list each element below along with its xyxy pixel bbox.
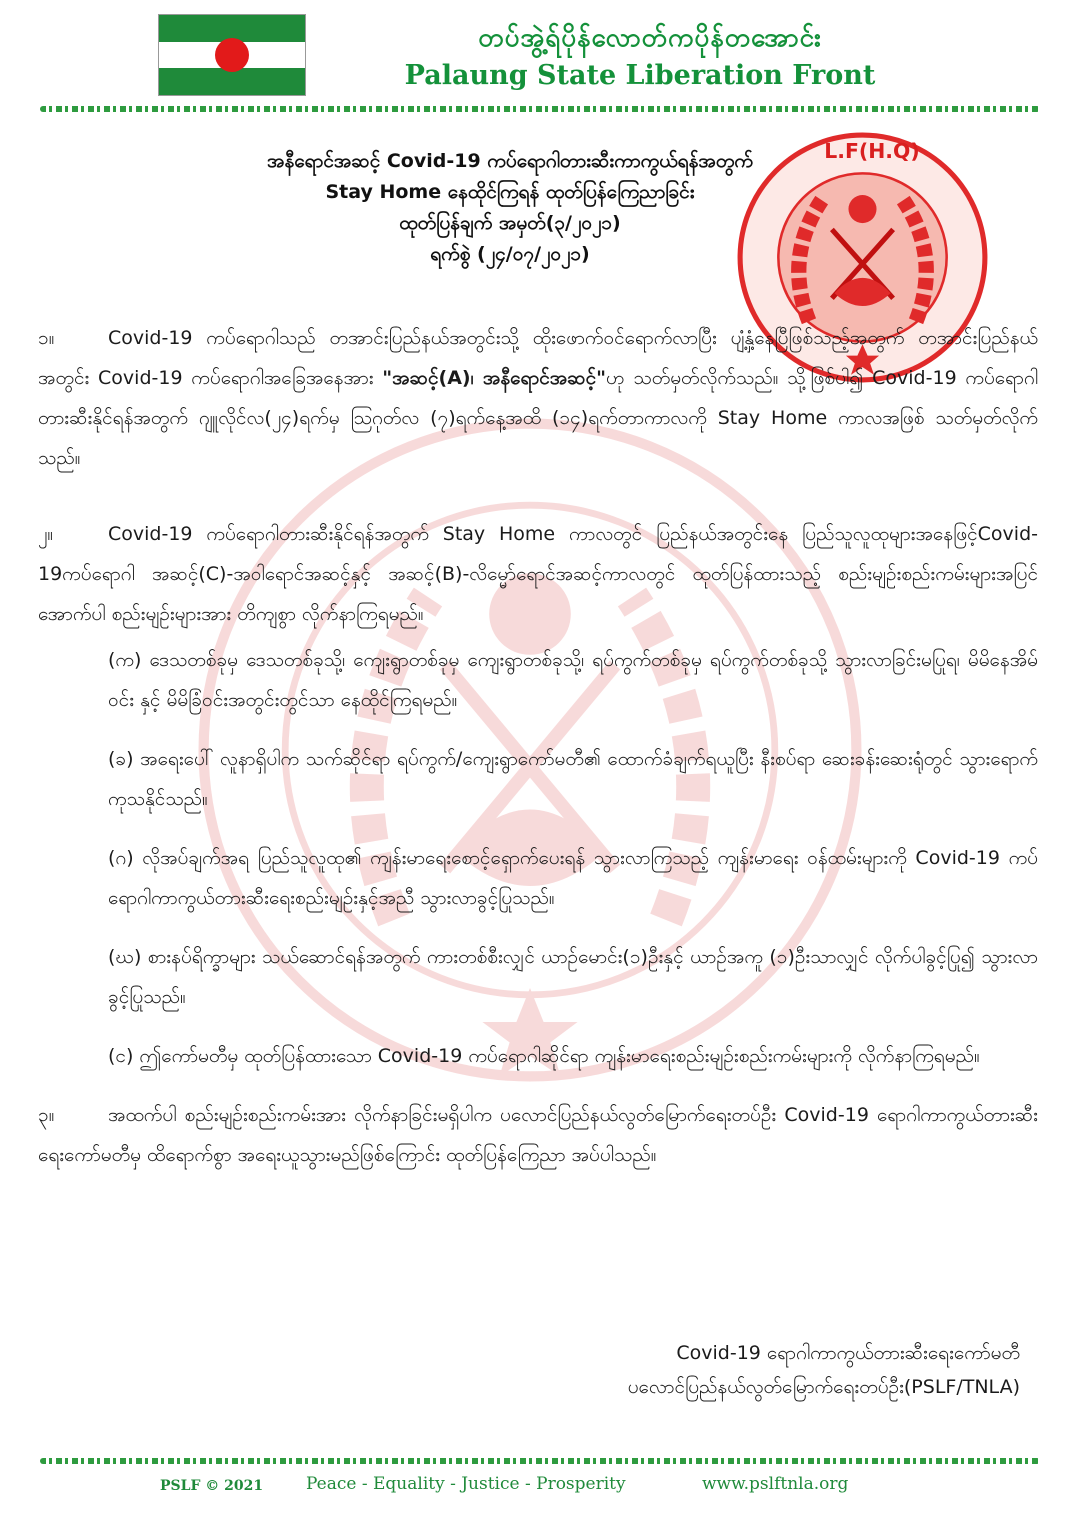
org-name-english: Palaung State Liberation Front — [404, 60, 876, 91]
rule-ga: (ဂ) လိုအပ်ချက်အရ ပြည်သူလူထု၏ ကျန်းမာရေးစောင့်ရှောက်ပေးရန် သွားလာကြသည့် ကျန်းမာရေး ဝန်ထမ်းများကို Covid-19 ကပ်ရောဂါကာကွယ်တားဆီးရေးစည်းမျဉ်းနှင့်အညီ သွားလာခွင့်ပြုသည်။ — [108, 847, 1038, 909]
rule-kha: (ခ) အရေးပေါ် လူနာရှိပါက သက်ဆိုင်ရာ ရပ်ကွက်/ကျေးရွာကော်မတီ၏ ထောက်ခံချက်ရယူပြီး နီးစပ်ရာ ဆေးခန်းဆေးရုံတွင် သွားရောက်ကုသနိုင်သည်။ — [108, 748, 1038, 810]
announcement-number: ထုတ်ပြန်ချက် အမှတ်(၃/၂၀၂၁) — [399, 212, 621, 234]
footer-motto: Peace - Equality - Justice - Prosperity — [306, 1474, 626, 1494]
paragraph-3 — [38, 1095, 1038, 1175]
footer-website-link[interactable]: www.pslftnla.org — [702, 1474, 849, 1494]
header-divider — [40, 106, 1040, 112]
footer-divider — [40, 1458, 1040, 1464]
notice-title-block — [230, 146, 790, 270]
paragraph-2 — [38, 514, 1038, 634]
paragraph-1-text-a: Covid-19 ကပ်ရောဂါသည် တအာင်းပြည်နယ်အတွင်းသို့ ထိုးဖောက်ဝင်ရောက်လာပြီး ပျံ့နှံ့နေပြီဖြစ်သည့်အတွက် တအာင်းပြည်နယ်အတွင်း Covid-19 ကပ်ရောဂါအခြေအနေအား — [38, 327, 1038, 389]
flag-sun-icon — [215, 38, 249, 72]
paragraph-2-number: ၂။ — [38, 523, 54, 545]
paragraph-3-number: ၃။ — [38, 1104, 55, 1126]
paragraph-3-text: အထက်ပါ စည်းမျဉ်းစည်းကမ်းအား လိုက်နာခြင်းမရှိပါက ပလောင်ပြည်နယ်လွတ်မြောက်ရေးတပ်ဦး Covid-19 ရောဂါကာကွယ်တားဆီးရေးကော်မတီမှ ထိရောက်စွာ အရေးယူသွားမည်ဖြစ်ကြောင်း ထုတ်ပြန်ကြေညာ အပ်ပါသည်။ — [38, 1104, 1038, 1166]
title-line-1: အနီရောင်အဆင့် Covid-19 ကပ်ရောဂါတားဆီးကာကွယ်ရန်အတွက် — [267, 150, 753, 172]
announcement-date: ရက်စွဲ (၂၄/၀၇/၂၀၂၁) — [430, 243, 590, 265]
seal-text: L.F(H.Q) — [824, 139, 920, 164]
signature-organization: ပလောင်ပြည်နယ်လွတ်မြောက်ရေးတပ်ဦး(PSLF/TNLA) — [627, 1376, 1020, 1398]
rule-ka: (က) ဒေသတစ်ခုမှ ဒေသတစ်ခုသို့၊ ကျေးရွာတစ်ခုမှ ကျေးရွာတစ်ခုသို့၊ ရပ်ကွက်တစ်ခုမှ ရပ်ကွက်တစ်ခုသို့ သွားလာခြင်းမပြုရ၊ မိမိနေအိမ်ဝင်း နှင့် မိမိခြံဝင်းအတွင်းတွင်သာ နေထိုင်ကြရမည်။ — [108, 649, 1038, 711]
paragraph-2-text: Covid-19 ကပ်ရောဂါတားဆီးနိုင်ရန်အတွက် Stay Home ကာလတွင် ပြည်နယ်အတွင်းနေ ပြည်သူလူထုများအနေဖြင့်Covid-19ကပ်ရောဂါ အဆင့်(C)-အဝါရောင်အဆင့်နှင့် အဆင့်(B)-လိမ္မော်ရောင်အဆင့်ကာလတွင် ထုတ်ပြန်ထားသည့် စည်းမျဉ်းစည်းကမ်းများအပြင် အောက်ပါ စည်းမျဉ်းများအား တိကျစွာ လိုက်နာကြရမည်။ — [38, 523, 1038, 625]
signature-committee: Covid-19 ရောဂါကာကွယ်တားဆီးရေးကော်မတီ — [676, 1342, 1020, 1364]
org-name-burmese: တပ်အွဲ့ရ်ပိုန်လောတ်ကပိုန်တအောင်း — [478, 23, 822, 53]
paragraph-1-number: ၁။ — [38, 327, 55, 349]
rule-gha: (ဃ) စားနပ်ရိက္ခာများ သယ်ဆောင်ရန်အတွက် ကားတစ်စီးလျှင် ယာဉ်မောင်း(၁)ဦးနှင့် ယာဉ်အကူ (၁)ဦးသာလျှင် လိုက်ပါခွင့်ပြု၍ သွားလာခွင့်ပြုသည်။ — [108, 946, 1038, 1008]
footer-copyright: PSLF © 2021 — [160, 1478, 264, 1494]
paragraph-1-emphasis: "အဆင့်(A)၊ အနီရောင်အဆင့်" — [382, 367, 607, 389]
paragraph-1-text-b: ဟု သတ်မှတ်လိုက်သည်။ သို့ဖြစ်ပါ၍ Covid-19 ကပ်ရောဂါတားဆီးနိုင်ရန်အတွက် ဂျူလိုင်လ(၂၄)ရက်မှ ဩဂုတ်လ (၇)ရက်နေ့အထိ (၁၄)ရက်တာကာလကို Stay Home ကာလအဖြစ် သတ်မှတ်လိုက်သည်။ — [38, 367, 1038, 469]
title-line-2: Stay Home နေထိုင်ကြရန် ထုတ်ပြန်ကြေညာခြင်း — [325, 181, 695, 203]
rule-nga: (င) ဤကော်မတီမှ ထုတ်ပြန်ထားသော Covid-19 ကပ်ရောဂါဆိုင်ရာ ကျန်းမာရေးစည်းမျဉ်းစည်းကမ်းများကို လိုက်နာကြရမည်။ — [108, 1045, 980, 1067]
paragraph-1 — [38, 318, 1038, 478]
palaung-flag — [158, 14, 306, 96]
notice-body — [38, 318, 1038, 1175]
signature-block — [520, 1336, 1020, 1404]
